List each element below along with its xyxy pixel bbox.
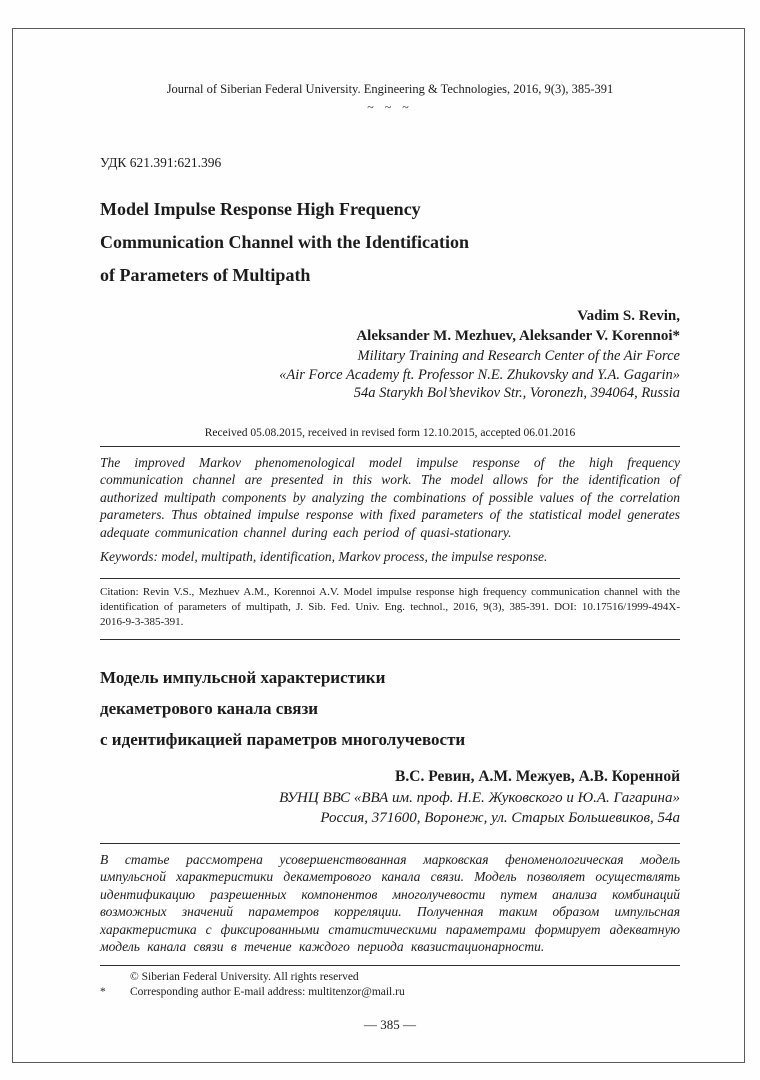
page-content bbox=[100, 82, 680, 1033]
english-affiliation bbox=[100, 347, 680, 403]
english-title-line: of Parameters of Multipath bbox=[100, 265, 311, 285]
keywords: Keywords: model, multipath, identification, Markov process, the impulse response. bbox=[100, 549, 548, 564]
english-title-line: Communication Channel with the Identification bbox=[100, 232, 470, 252]
russian-affiliation bbox=[100, 788, 680, 828]
english-title bbox=[100, 193, 680, 292]
english-affiliation-line: Military Training and Research Center of the Air Force bbox=[357, 348, 680, 364]
divider bbox=[100, 446, 680, 447]
english-authors bbox=[100, 306, 680, 346]
tilde-separator: ~ ~ ~ bbox=[367, 100, 413, 114]
english-affiliation-line: 54a Starykh Bol’shevikov Str., Voronezh, 394064, Russia bbox=[353, 385, 680, 401]
russian-affiliation-line: ВУНЦ ВВС «ВВА им. проф. Н.Е. Жуковского и Ю.А. Гагарина» bbox=[279, 789, 680, 806]
english-authors-line: Vadim S. Revin, bbox=[577, 308, 680, 324]
divider bbox=[100, 578, 680, 579]
divider bbox=[100, 843, 680, 844]
english-title-line: Model Impulse Response High Frequency bbox=[100, 199, 421, 219]
corresponding-author-email: Corresponding author E-mail address: multitenzor@mail.ru bbox=[130, 986, 405, 998]
russian-title bbox=[100, 662, 680, 755]
russian-abstract: В статье рассмотрена усовершенствованная марковская феноменологическая модель импульсной характеристики декаметрового канала связи. Модель позволяет осуществлять идентификацию разрешенных компонентов многолучевости путем анализа комбинаций возможных значений параметров корреляции. Полученная таким образом импульсная характеристика с фиксированными статистическими параметрами формирует адекватную модель канала связи в течение каждого периода квазистационарности. bbox=[100, 851, 680, 954]
english-affiliation-line: «Air Force Academy ft. Professor N.E. Zhukovsky and Y.A. Gagarin» bbox=[279, 366, 680, 383]
russian-title-line: декаметрового канала связи bbox=[100, 699, 319, 718]
russian-affiliation-line: Россия, 371600, Воронеж, ул. Старых Большевиков, 54а bbox=[320, 809, 680, 826]
divider bbox=[100, 639, 680, 640]
journal-header: Journal of Siberian Federal University. Engineering & Technologies, 2016, 9(3), 385-391 bbox=[166, 82, 614, 96]
russian-title-line: с идентификацией параметров многолучевости bbox=[100, 730, 466, 749]
page-number: — 385 — bbox=[364, 1016, 416, 1032]
copyright-note: © Siberian Federal University. All rights reserved bbox=[130, 970, 359, 983]
corresponding-author-note bbox=[100, 985, 680, 1001]
footnote-divider bbox=[100, 965, 680, 966]
citation: Citation: Revin V.S., Mezhuev A.M., Korennoi A.V. Model impulse response high frequency communication channel with the identification of parameters of multipath, J. Sib. Fed. Univ. Eng. technol., 2016, 9(3), 385-391. DOI: 10.17516/1999-494X-2016-9-3-385-391. bbox=[100, 586, 680, 628]
footnotes bbox=[100, 970, 680, 1001]
english-authors-line: Aleksander M. Mezhuev, Aleksander V. Korennoi* bbox=[356, 328, 680, 344]
russian-title-line: Модель импульсной характеристики bbox=[100, 668, 386, 687]
received-dates: Received 05.08.2015, received in revised form 12.10.2015, accepted 06.01.2016 bbox=[204, 426, 576, 439]
russian-authors: В.С. Ревин, А.М. Межуев, А.В. Коренной bbox=[395, 768, 680, 785]
udc-code: УДК 621.391:621.396 bbox=[100, 155, 222, 170]
english-abstract: The improved Markov phenomenological model impulse response of the high frequency communication channel are presented in this work. The model allows for the identification of authorized multipath components by analyzing the combinations of possible values of the correlation parameters. Thus obtained impulse response with fixed parameters of the statistical model generates adequate communication channel during each period of quasi-stationary. bbox=[100, 454, 680, 540]
asterisk-marker: * bbox=[100, 986, 106, 998]
